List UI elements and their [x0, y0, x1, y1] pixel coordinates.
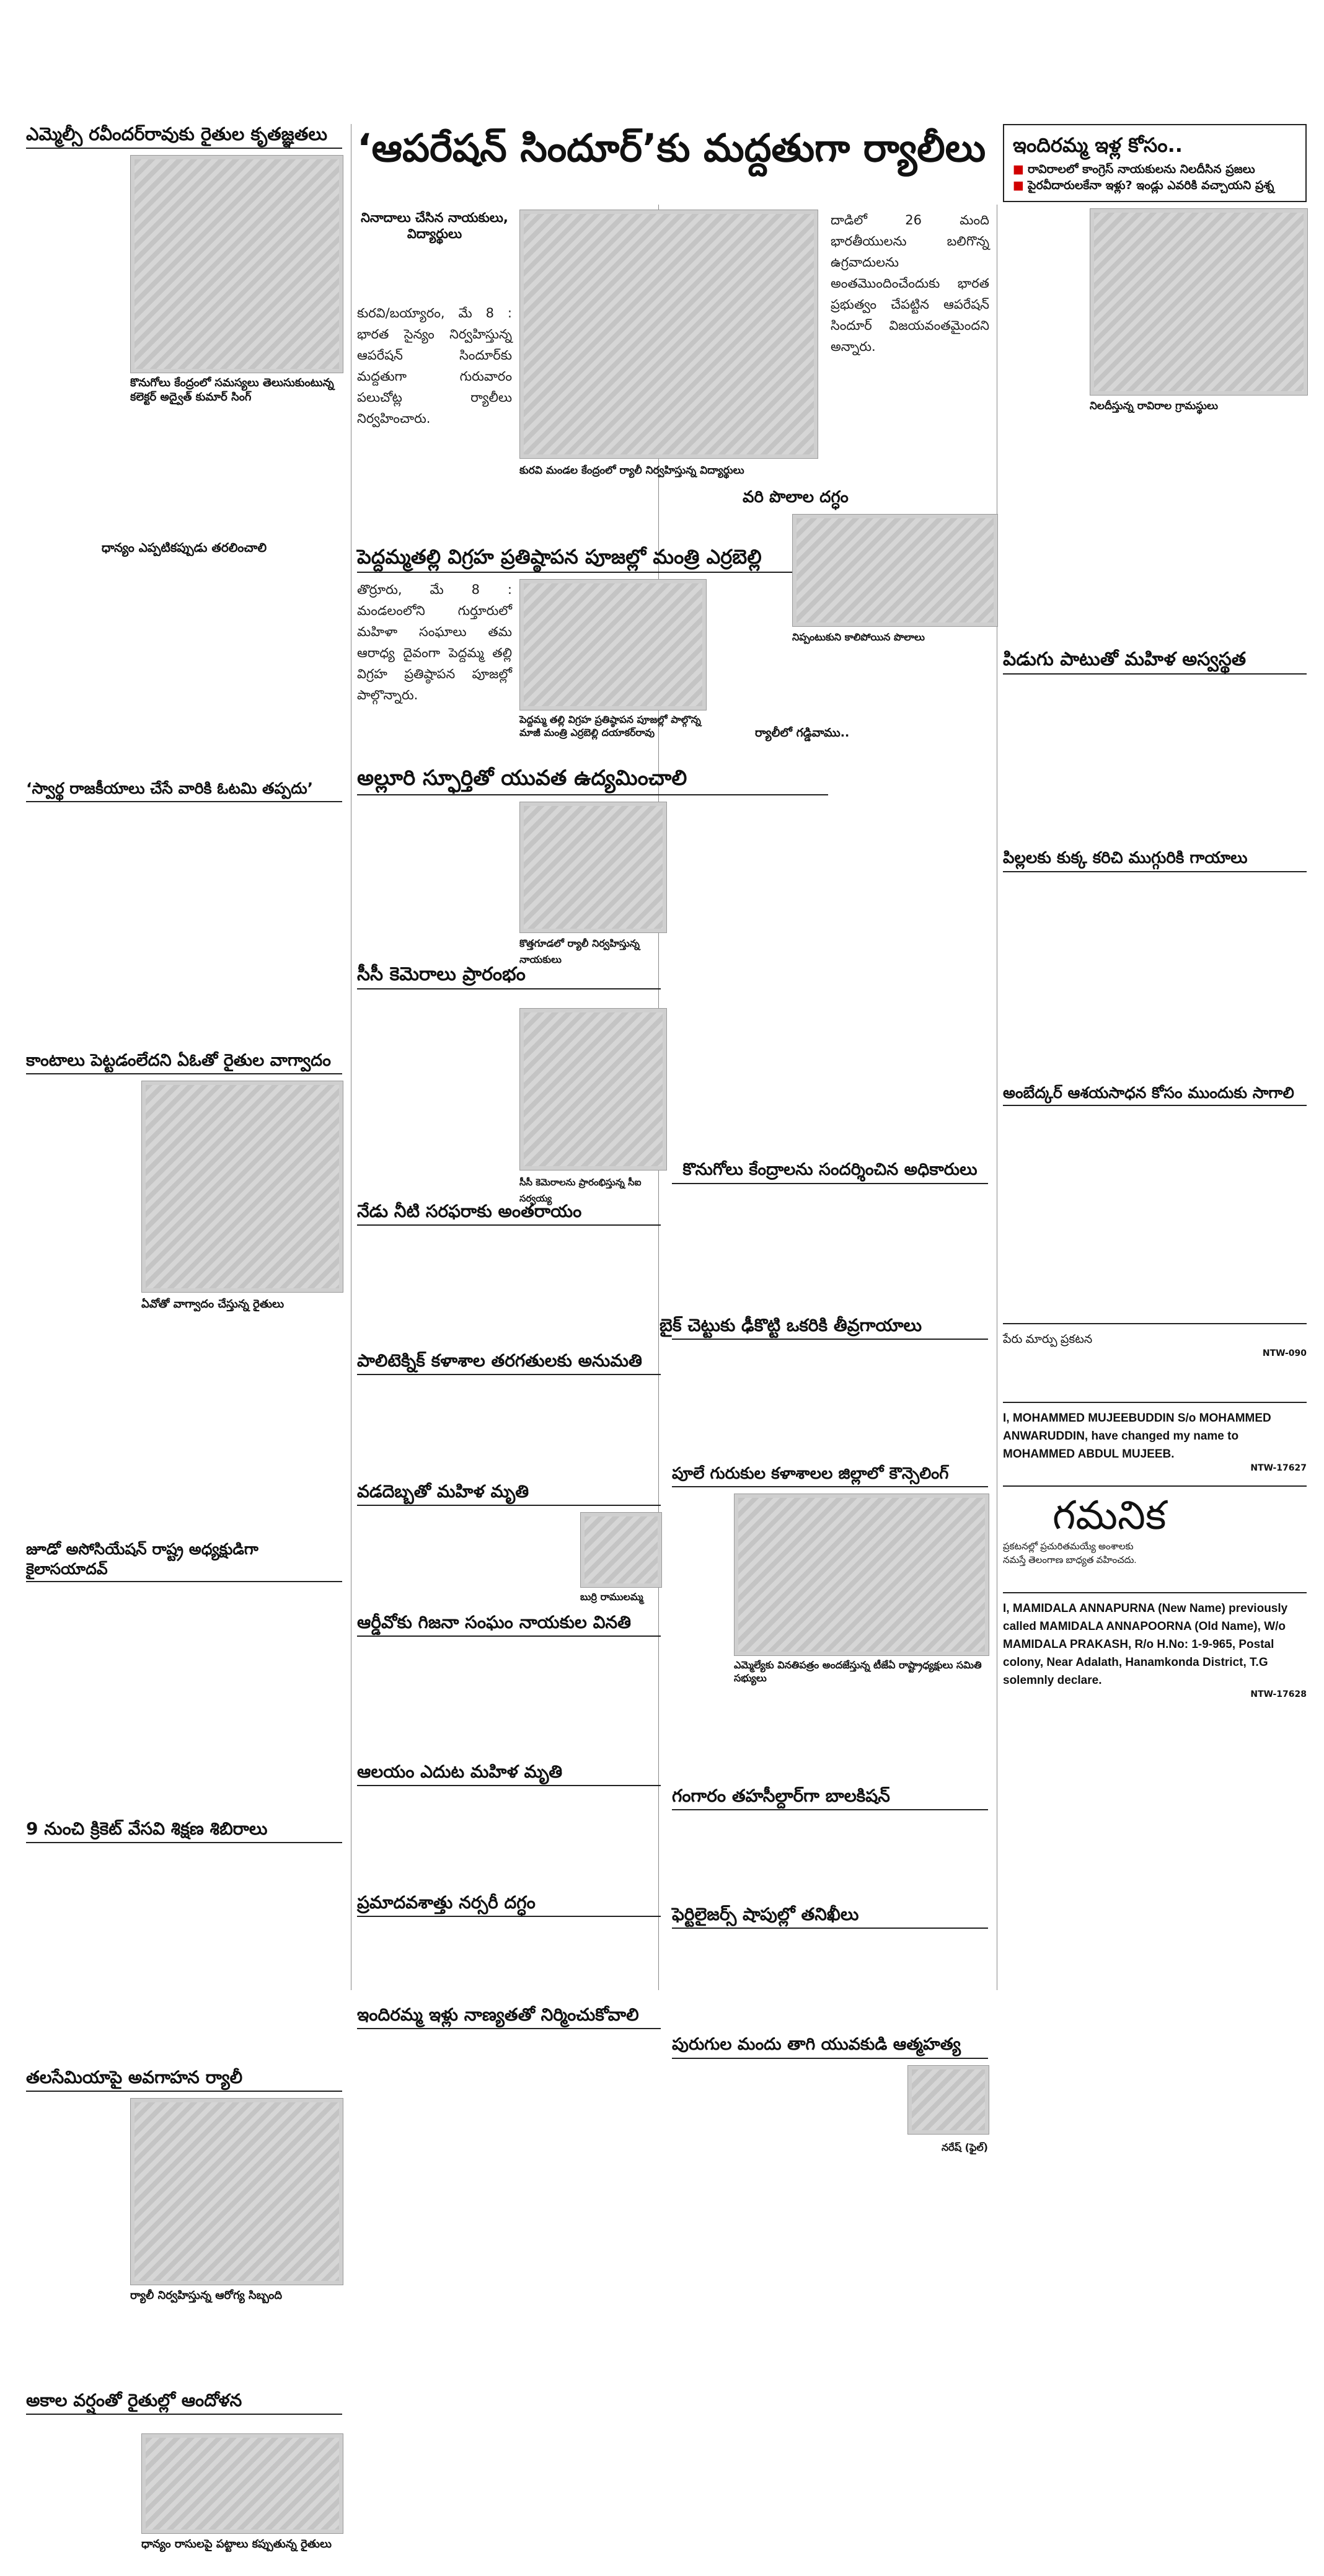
headline-fertilizer-checks: ఫెర్టిలైజర్స్ షాపుల్లో తనిఖీలు	[672, 1904, 859, 1925]
photo-naresh	[907, 2065, 989, 2135]
classified-ad	[1003, 1402, 1307, 1473]
headline-unseasonal-rain: అకాల వర్షంతో రైతుల్లో ఆందోళన	[26, 2389, 242, 2410]
headline-temple-death: ఆలయం ఎదుట మహిళ మృతి	[357, 1761, 563, 1782]
photo-grain-covered	[141, 2433, 343, 2534]
headline-youth-suicide: పురుగుల మందు తాగి యువకుడి ఆత్మహత్య	[672, 2035, 961, 2055]
box-bullet-text: పైరవీదారులకేనా ఇళ్లు? ఇండ్లు ఎవరికి వచ్చాయని ప్రశ్న	[1027, 179, 1274, 192]
photo-caption: నరేష్ (ఫైల్)	[941, 2141, 988, 2153]
photo-villagers-protest	[1090, 208, 1308, 396]
center-right-column	[660, 1159, 988, 2156]
headline-nursery-fire: ప్రమాదవశాత్తు నర్సరీ దగ్ధం	[357, 1892, 536, 1913]
headline-gijana-petition: ఆర్డీవోకు గిజనా సంఘం నాయకుల వినతి	[357, 1612, 632, 1632]
photo-caption: కురవి మండల కేంద్రంలో ర్యాలీ నిర్వహిస్తున్న విద్యార్థులు	[519, 464, 744, 477]
box-bullet: ■ పైరవీదారులకేనా ఇళ్లు? ఇండ్లు ఎవరికి వచ్చాయని ప్రశ్న	[1013, 179, 1274, 192]
headline-alluri: అల్లూరి స్ఫూర్తితో యువత ఉద్యమించాలి	[357, 766, 687, 790]
classified-ad	[1003, 1592, 1307, 1699]
photo-caption: ర్యాలీ నిర్వహిస్తున్న ఆరోగ్య సిబ్బంది	[130, 2288, 283, 2302]
photo-health-rally	[130, 2098, 343, 2285]
ad-text: పేరు మార్పు ప్రకటన	[1003, 1332, 1093, 1346]
rally-continued-text: దాడిలో 26 మంది భారతీయులను బలిగొన్న ఉగ్రవాదులను అంతమొందించేందుకు భారత ప్రభుత్వం చేపట్టిన ఆపరేషన్ సిందూర్ విజయవంతమైందని అన్నారు.	[831, 213, 989, 354]
sub-headline: నినాదాలు చేసిన నాయకులు, విద్యార్థులు	[361, 210, 508, 241]
headline-cricket-camps: 9 నుంచి క్రికెట్ వేసవి శిక్షణ శిబిరాలు	[26, 1818, 268, 1839]
headline-sunstroke: వడదెబ్బతో మహిళ మృతి	[357, 1481, 529, 1502]
ad-text: I, MAMIDALA ANNAPURNA (New Name) previously called MAMIDALA ANNAPOORNA (Old Name), W/o MAMIDALA PRAKASH, R/o H.No: 1-9-965, Postal colony, Near Adalath, Hanamkonda District, T.G solemnly declare.	[1003, 1601, 1288, 1687]
photo-caption: నిప్పంటుకుని కాలిపోయిన పొలాలు	[792, 631, 925, 643]
notice-heading: గమనిక	[1053, 1492, 1167, 1539]
photo-caption: నిలదీస్తున్న రావిరాల గ్రామస్థులు	[1090, 400, 1218, 412]
headline-phule-counselling: పూలే గురుకుల కళాశాలల జిల్లాలో కౌన్సెలింగ్	[672, 1464, 949, 1483]
box-bullet-text: రావిరాలలో కాంగ్రెస్ నాయకులను నిలదీసిన ప్రజలు	[1027, 162, 1255, 176]
photo-burnt-fields	[792, 514, 998, 627]
photo-pedamma-pooja	[519, 579, 707, 710]
photo-kothaguda-rally	[519, 802, 667, 933]
rally-lead-text: కురవి/బయ్యారం, మే 8 : భారత సైన్యం నిర్వహిస్తున్న ఆపరేషన్ సిందూర్‌కు మద్దతుగా గురువారం పలుచోట్ల ర్యాలీలు నిర్వహించారు.	[357, 306, 512, 426]
photo-phule-petition	[734, 1494, 989, 1656]
headline-ambedkar: అంబేద్కర్ ఆశయసాధన కోసం ముందుకు సాగాలి	[1003, 1083, 1294, 1102]
headline-gangaram-tahsildar: గంగారం తహసీల్దార్‌గా బాలకిషన్	[672, 1786, 890, 1807]
indiramma-box	[1003, 124, 1307, 202]
pedamma-lead-text: తొర్రూరు, మే 8 : మండలంలోని గుర్తూరులో మహిళా సంఘాలు తమ ఆరాధ్య దైవంగా పెద్దమ్మ తల్లి విగ్రహ ప్రతిష్ఠాపన పూజల్లో పాల్గొన్నారు.	[357, 582, 512, 702]
headline-judo-association: జూడో అసోసియేషన్ రాష్ట్ర అధ్యక్షుడిగా కైలాసయాదవ్	[26, 1540, 258, 1578]
photo-caption: పెద్దమ్మ తల్లి విగ్రహ ప్రతిష్ఠాపన పూజల్లో పాల్గొన్న మాజీ మంత్రి ఎర్రబెల్లి దయాకర్‌రావు	[519, 714, 701, 738]
photo-caption: కొనుగోలు కేంద్రంలో సమస్యలు తెలుసుకుంటున్న కలెక్టర్ అద్వైత్ కుమార్ సింగ్	[130, 376, 334, 404]
headline-ao-argument: కాంటాలు పెట్టడంలేదని ఏఓతో రైతుల వాగ్వాదం	[26, 1050, 331, 1070]
classified-ad	[1003, 1323, 1307, 1358]
headline-paddy-fire: వరి పొలాల దగ్ధం	[743, 488, 849, 507]
section-heading: ధాన్యం ఎప్పటికప్పుడు తరలించాలి	[101, 540, 267, 555]
headline-indiramma-quality: ఇందిరమ్మ ఇళ్లు నాణ్యతతో నిర్మించుకోవాలి	[357, 2004, 639, 2025]
headline-konugolu-visit: కొనుగోలు కేంద్రాలను సందర్శించిన అధికారులు	[682, 1160, 978, 1179]
box-heading: ఇందిరమ్మ ఇళ్ల కోసం..	[1013, 133, 1183, 157]
photo-farmers-argument	[141, 1081, 343, 1293]
photo-caption: ఎమ్మెల్యేకు వినతిపత్రం అందజేస్తున్న టీజేఏ రాష్ట్రాధ్యక్షులు సమితి సభ్యులు	[734, 1659, 982, 1684]
ad-code: NTW-17628	[1250, 1689, 1307, 1699]
notice-text: ప్రకటనల్లో ప్రచురితమయ్యే అంశాలకు నమస్తే తెలంగాణ బాధ్యత వహించదు.	[1003, 1541, 1137, 1565]
photo-student-rally	[519, 210, 818, 459]
headline-bike-accident: బైక్ చెట్టుకు ఢీకొట్టి ఒకరికి తీవ్రగాయాలు	[660, 1314, 922, 1335]
photo-caption: ధాన్యం రాసులపై పట్టాలు కప్పుతున్న రైతులు	[141, 2537, 332, 2551]
headline-ravinder-rao: ఎమ్మెల్సీ రవీందర్‌రావుకు రైతుల కృతజ్ఞతలు	[26, 123, 328, 144]
photo-purchase-centre	[130, 155, 343, 373]
photo-caption: ఏవోతో వాగ్వాదం చేస్తున్న రైతులు	[141, 1298, 285, 1311]
headline-thalassemia-rally: తలసేమియాపై అవగాహన ర్యాలీ	[26, 2066, 243, 2087]
ad-code: NTW-090	[1262, 1348, 1307, 1358]
notice-box	[1003, 1485, 1307, 1567]
photo-caption: బుర్రి రాములమ్మ	[580, 1591, 643, 1603]
headline-dog-bite: పిల్లలకు కుక్క కరిచి ముగ్గురికి గాయాలు	[1003, 849, 1248, 867]
headline-selfish-politics: ‘స్వార్థ రాజకీయాలు చేసే వారికి ఓటమి తప్పదు’	[26, 779, 314, 798]
headline-lightning: పిడుగు పాటుతో మహిళ అస్వస్థత	[1003, 648, 1247, 670]
ad-text: I, MOHAMMED MUJEEBUDDIN S/o MOHAMMED ANWARUDDIN, have changed my name to MOHAMMED ABDUL MUJEEB.	[1003, 1411, 1271, 1461]
photo-caption: కొత్తగూడలో ర్యాలీ నిర్వహిస్తున్న నాయకులు	[519, 937, 640, 965]
headline-water-supply: నేడు నీటి సరఫరాకు అంతరాయం	[357, 1201, 582, 1221]
headline-polytechnic: పాలిటెక్నిక్ కళాశాల తరగతులకు అనుమతి	[357, 1350, 642, 1371]
headline-cctv: సీసీ కెమెరాలు ప్రారంభం	[357, 963, 526, 985]
photo-cctv-inauguration	[519, 1008, 667, 1171]
main-headline: ‘ఆపరేషన్ సిందూర్’కు మద్దతుగా ర్యాలీలు	[357, 125, 986, 170]
photo-caption: సీసీ కెమెరాలను ప్రారంభిస్తున్న సీఐ సర్వయ్య	[519, 1177, 642, 1204]
photo-deceased-woman	[580, 1512, 662, 1588]
left-column	[26, 123, 342, 2576]
box-bullet: ■ రావిరాలలో కాంగ్రెస్ నాయకులను నిలదీసిన ప్రజలు	[1013, 162, 1255, 176]
headline-pedamma-idol: పెద్దమ్మతల్లి విగ్రహ ప్రతిష్ఠాపన పూజల్లో మంత్రి ఎర్రబెల్లి	[357, 545, 762, 569]
ad-code: NTW-17627	[1250, 1463, 1307, 1473]
sub-heading: ర్యాలీలో గడ్డివాము..	[755, 725, 850, 740]
